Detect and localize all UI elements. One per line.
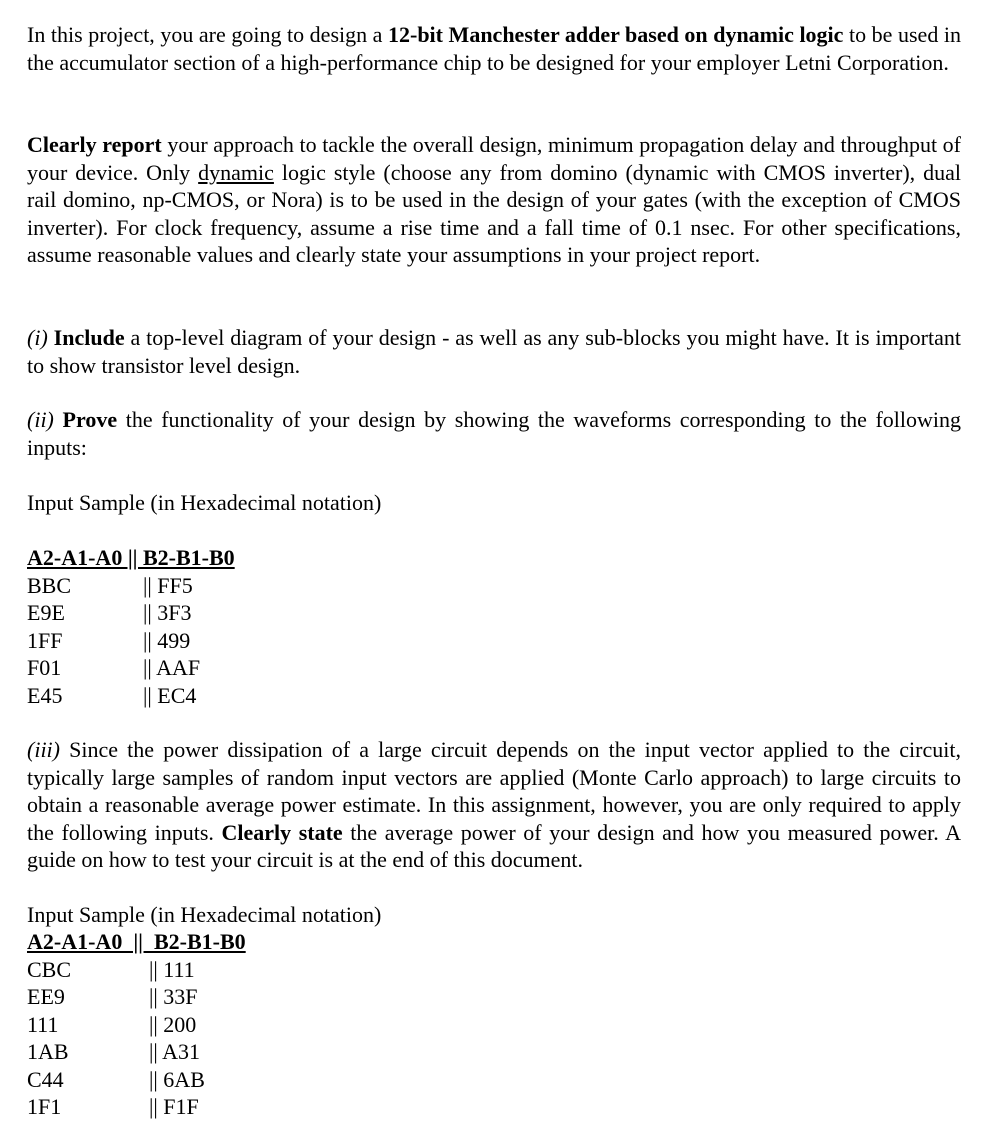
- table-row: [27, 682, 235, 710]
- part-i-text: a top-level diagram of your design - as well as any sub-blocks you might have. It is important to show transistor level design.: [27, 325, 961, 378]
- intro-text-2: to be used in the accumulator section of a high-performance chip to be designed for your employer Letni Corporation.: [27, 22, 961, 75]
- part-ii-text: the functionality of your design by showing the waveforms corresponding to the following inputs:: [27, 407, 962, 460]
- cell-a: EE9: [27, 984, 65, 1009]
- table-row: [27, 627, 235, 655]
- cell-b: || AAF: [143, 655, 201, 680]
- cell-a: BBC: [27, 572, 72, 598]
- cell-b: || A31: [149, 1039, 200, 1064]
- table-row: [27, 654, 235, 682]
- sample1-label: Input Sample (in Hexadecimal notation): [27, 490, 382, 515]
- part-iii-number: (iii): [27, 737, 60, 762]
- cell-b: || 33F: [149, 984, 198, 1009]
- cell-b: || 499: [143, 627, 191, 653]
- table-row: [27, 1011, 246, 1039]
- sample2-table: [27, 928, 246, 1121]
- cell-a: CBC: [27, 956, 72, 982]
- cell-b: || 111: [149, 956, 195, 982]
- part-i-number: (i): [27, 325, 48, 350]
- report-underline: dynamic: [198, 159, 274, 185]
- report-text-1: your approach to tackle the overall design, minimum propagation delay and throughput of your device. Only: [27, 132, 961, 185]
- cell-a: 1FF: [27, 627, 63, 653]
- report-paragraph: [27, 131, 961, 269]
- sample1-header: A2-A1-A0 || B2-B1-B0: [27, 545, 235, 570]
- intro-text-1: In this project, you are going to design a: [27, 22, 388, 47]
- sample2-header: A2-A1-A0 || B2-B1-B0: [27, 929, 246, 954]
- part-i-bold: Include: [53, 325, 125, 350]
- table-row: [27, 1093, 246, 1121]
- sample2-label: Input Sample (in Hexadecimal notation): [27, 902, 382, 927]
- cell-b: || EC4: [143, 682, 197, 708]
- part-ii-paragraph: [27, 406, 961, 461]
- cell-a: F01: [27, 655, 62, 680]
- cell-a: C44: [27, 1066, 64, 1092]
- part-ii-number: (ii): [27, 407, 54, 432]
- part-ii-bold: Prove: [62, 407, 118, 432]
- cell-a: 1AB: [27, 1039, 69, 1064]
- table-row: [27, 599, 235, 627]
- cell-a: E9E: [27, 600, 65, 625]
- report-text-2: logic style (choose any from domino (dynamic with CMOS inverter), dual rail domino, np-CMOS, or Nora) is to be used in the design of your gates (with the exception of CMOS inverter). For clock frequency, assume a rise time and a fall time of 0.1 nsec. For other specifications, assume reasonable values and clearly state your assumptions in your project report.: [27, 159, 961, 267]
- part-iii-text-1: Since the power dissipation of a large circuit depends on the input vector applied to the circuit, typically large samples of random input vectors are applied (Monte Carlo approach) to large circuits to obtain a reasonable average power estimate. In this assignment, however, you are only required to apply the following inputs.: [27, 737, 961, 845]
- cell-b: || 6AB: [149, 1066, 205, 1092]
- intro-bold: 12-bit Manchester adder based on dynamic logic: [388, 22, 844, 47]
- table-row: [27, 956, 246, 984]
- intro-paragraph: [27, 21, 961, 76]
- part-iii-bold: Clearly state: [221, 819, 343, 845]
- cell-b: || F1F: [149, 1094, 199, 1119]
- report-bold: Clearly report: [27, 132, 162, 157]
- part-iii-text-2: the average power of your design and how you measured power. A guide on how to test your circuit is at the end of this document.: [27, 819, 961, 872]
- table-row: [27, 1066, 246, 1094]
- part-iii-paragraph: [27, 736, 961, 874]
- part-i-paragraph: [27, 324, 961, 379]
- sample1-table: [27, 544, 235, 709]
- table-row: [27, 572, 235, 600]
- cell-a: E45: [27, 682, 63, 708]
- table-row: [27, 1038, 246, 1066]
- cell-a: 111: [27, 1011, 59, 1037]
- cell-b: || 200: [149, 1011, 197, 1037]
- cell-a: 1F1: [27, 1094, 62, 1119]
- cell-b: || FF5: [143, 572, 193, 598]
- cell-b: || 3F3: [143, 600, 192, 625]
- table-row: [27, 983, 246, 1011]
